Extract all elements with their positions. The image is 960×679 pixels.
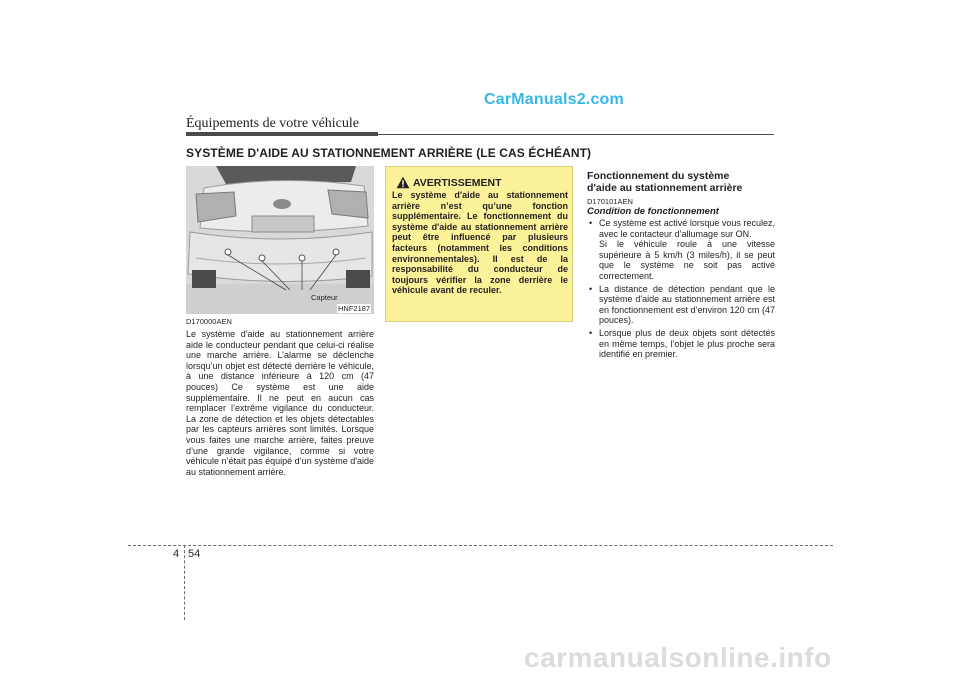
warning-body: Le système d'aide au stationnement arrière n’est qu’une fonction supplémentaire. Le fonctionnement du système d'aide au stationnement arrière peut être influencé par plusieurs facteurs (notamment les conditions environnementales). Il est de la responsabilité du conducteur de toujours vérifier la zone derrière le véhicule avant de reculer. [392, 190, 568, 296]
column3-title [587, 170, 777, 194]
page-header-title: Équipements de votre véhicule [186, 116, 359, 131]
bullet-icon: • [589, 218, 593, 228]
car-rear-figure [186, 166, 374, 314]
page-number: 54 [188, 548, 201, 560]
figure-sensor-label: Capteur [311, 293, 338, 302]
footer-rule [128, 545, 833, 546]
section-title: SYSTÈME D'AIDE AU STATIONNEMENT ARRIÈRE (LE CAS ÉCHÉANT) [186, 146, 592, 160]
column3-subtitle: Condition de fonctionnement [587, 206, 719, 217]
warning-title: AVERTISSEMENT [413, 177, 502, 189]
list-item [587, 218, 775, 282]
condition-list [587, 218, 775, 362]
header-rule [378, 134, 774, 135]
footer-vertical-rule [184, 545, 185, 620]
list-item [587, 284, 775, 326]
column3-title-line1: Fonctionnement du système [587, 170, 730, 182]
column1-body: Le système d'aide au stationnement arrière aide le conducteur pendant que celui-ci réalise une marche arrière. L’alarme se déclenche lorsqu’un objet est détecté derrière le véhicule, à une distance inférieure à 120 cm (47 pouces) Ce système est une aide supplémentaire. Il ne peut en aucun cas remplacer l’extrême vigilance du conducteur. La zone de détection et les objets détectables par les capteurs arrières sont limités. Lorsque vous faites une marche arrière, faites preuve d’une grande vigilance, comme si votre véhicule n’était pas équipé d’un système d'aide au stationnement arrière. [186, 329, 374, 477]
watermark-bottom: carmanualsonline.info [524, 642, 832, 673]
list-item-text: Si le véhicule roule à une vitesse supérieure à 5 km/h (3 miles/h), il se peut que le système ne soit pas activé correctement. [599, 239, 775, 281]
car-rear-illustration [186, 166, 374, 314]
list-item-text: Lorsque plus de deux objets sont détectés en même temps, l’objet le plus proche sera identifié en premier. [599, 327, 775, 360]
warning-triangle-icon [396, 176, 410, 189]
column1-code: D170000AEN [186, 317, 232, 326]
list-item-text: Ce système est activé lorsque vous reculez, avec le contacteur d’allumage sur ON. [599, 218, 775, 239]
figure-code: HNF2187 [338, 304, 371, 313]
column3-title-line2: d'aide au stationnement arrière [587, 182, 743, 194]
chapter-number: 4 [173, 548, 180, 560]
list-item-text: La distance de détection pendant que le système d'aide au stationnement arrière est en fonctionnement est d’environ 120 cm (47 pouces). [599, 283, 775, 326]
bullet-icon: • [589, 283, 593, 294]
bullet-icon: • [589, 327, 593, 338]
header-bar [186, 132, 378, 136]
watermark-top: CarManuals2.com [484, 91, 624, 108]
column3-code: D170101AEN [587, 197, 633, 206]
list-item [587, 328, 775, 360]
